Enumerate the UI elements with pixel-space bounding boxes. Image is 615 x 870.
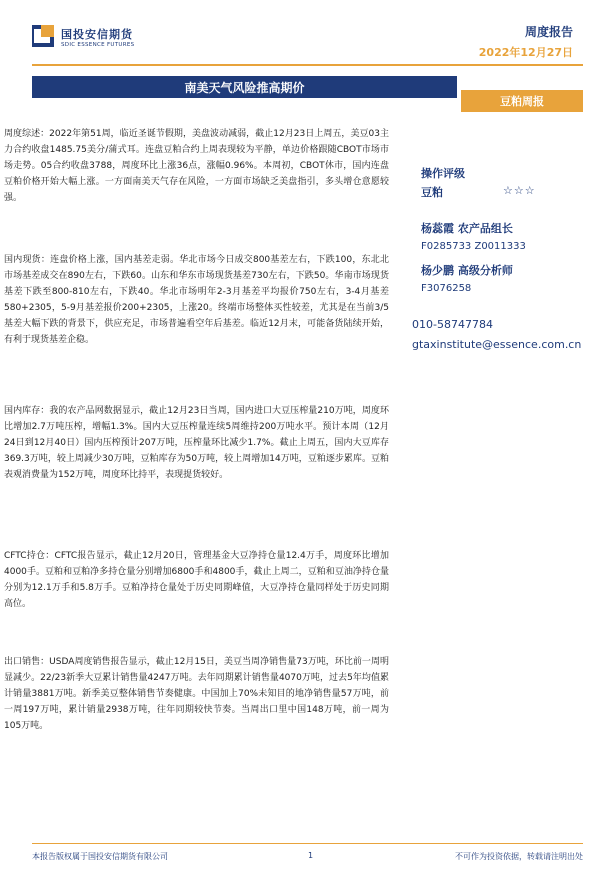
report-category: 豆粕周报 xyxy=(461,90,583,112)
rating-item: 豆粕 xyxy=(421,186,443,199)
rating-stars-icon: ☆☆☆ xyxy=(503,184,536,197)
header-divider xyxy=(32,64,583,66)
contact-phone: 010-58747784 xyxy=(412,318,493,331)
paragraph-export: 出口销售：USDA周度销售报告显示，截止12月15日，美豆当周净销售量73万吨，环比前一周明显减少。22/23新季大豆累计销售量4247万吨。去年同期累计销售量4070万吨，过去5年均值累计销量3881万吨。新季美豆整体销售节奏健康。中国加上70%未知目的地净销售量57万吨，前一周197万吨，累计销量2938万吨，往年同期较快节奏。当周出口里中国148万吨，前一周为105万吨。 xyxy=(4,657,389,731)
rating-heading: 操作评级 xyxy=(421,167,465,180)
company-logo-icon xyxy=(32,25,54,47)
analyst-name: 杨少鹏 高级分析师 xyxy=(421,264,513,277)
report-type: 周度报告 xyxy=(524,25,573,39)
analyst-id: F0285733 Z0011333 xyxy=(421,241,526,252)
contact-email[interactable]: gtaxinstitute@essence.com.cn xyxy=(412,338,582,351)
paragraph-summary: 周度综述：2022年第51周，临近圣诞节假期，美盘波动减弱，截止12月23日上周五，美豆03主力合约收盘1485.75美分/蒲式耳。连盘豆粕合约上周表现较为平静，单边价格跟随CBOT市场市场走势。05合约收盘3788，周度环比上涨36点，涨幅0.96%。本周初，CBOT休市，国内连盘豆粕价格开始大幅上涨。一方面南美天气存在风险，一方面市场缺乏美盘指引，多头增仓意愿较强。 xyxy=(4,129,389,203)
paragraph-spot: 国内现货：连盘价格上涨，国内基差走弱。华北市场今日成交800基差左右，下跌100，东北北市场基差成交在890左右，下跌60。山东和华东市场现货基差730左右，下跌50。华南市场现货基差下跌至800-810左右，下跌40。华北市场明年2-3月基差平均报价750左右，3-4月基差580+2305，5-9月基差报价200+2305，上涨20。终端市场整体买性较差，尤其是在当前3/5基差大幅下跌的背景下，供应充足，市场普遍看空年后基差。临近12月末，可能备货陆续开始，有利于现货基差企稳。 xyxy=(4,255,389,345)
paragraph-inventory: 国内库存：我的农产品网数据显示，截止12月23日当周，国内进口大豆压榨量210万吨，周度环比增加2.7万吨压榨，增幅1.3%。国内大豆压榨量连续5周维持200万吨水平。预计本周（12月24日到12月40日）国内压榨预计207万吨，压榨量环比减少1.7%。截止上周五，国内大豆库存369.3万吨，较上周减少30万吨，豆粕库存为50万吨，较上周增加14万吨，豆粕逐步累库。豆粕表观消费量为152万吨，周度环比持平，表现提货较好。 xyxy=(4,406,389,480)
footer-divider xyxy=(32,843,583,844)
report-title: 南美天气风险推高期价 xyxy=(32,76,457,98)
page-header xyxy=(0,0,615,72)
page-number: 1 xyxy=(308,851,314,860)
paragraph-cftc: CFTC持仓：CFTC报告显示，截止12月20日，管理基金大豆净持仓量12.4万手，周度环比增加4000手。豆粕和豆粕净多持仓量分别增加6800手和4800手，截止上周二，豆粕和豆油净持仓量分别为12.1万手和5.8万手。豆粕净持仓量处于历史同期峰值，大豆净持仓量同样处于历史同期高位。 xyxy=(4,551,389,609)
report-date: 2022年12月27日 xyxy=(478,46,573,59)
footer-disclaimer: 不可作为投资依据，转载请注明出处 xyxy=(455,852,583,861)
analyst-name: 杨蕊霞 农产品组长 xyxy=(421,222,513,235)
logo-text-en: SDIC ESSENCE FUTURES xyxy=(61,42,135,48)
footer-copyright: 本报告版权属于国投安信期货有限公司 xyxy=(32,852,168,861)
logo-text-cn: 国投安信期货 xyxy=(61,28,133,41)
analyst-id: F3076258 xyxy=(421,283,472,294)
